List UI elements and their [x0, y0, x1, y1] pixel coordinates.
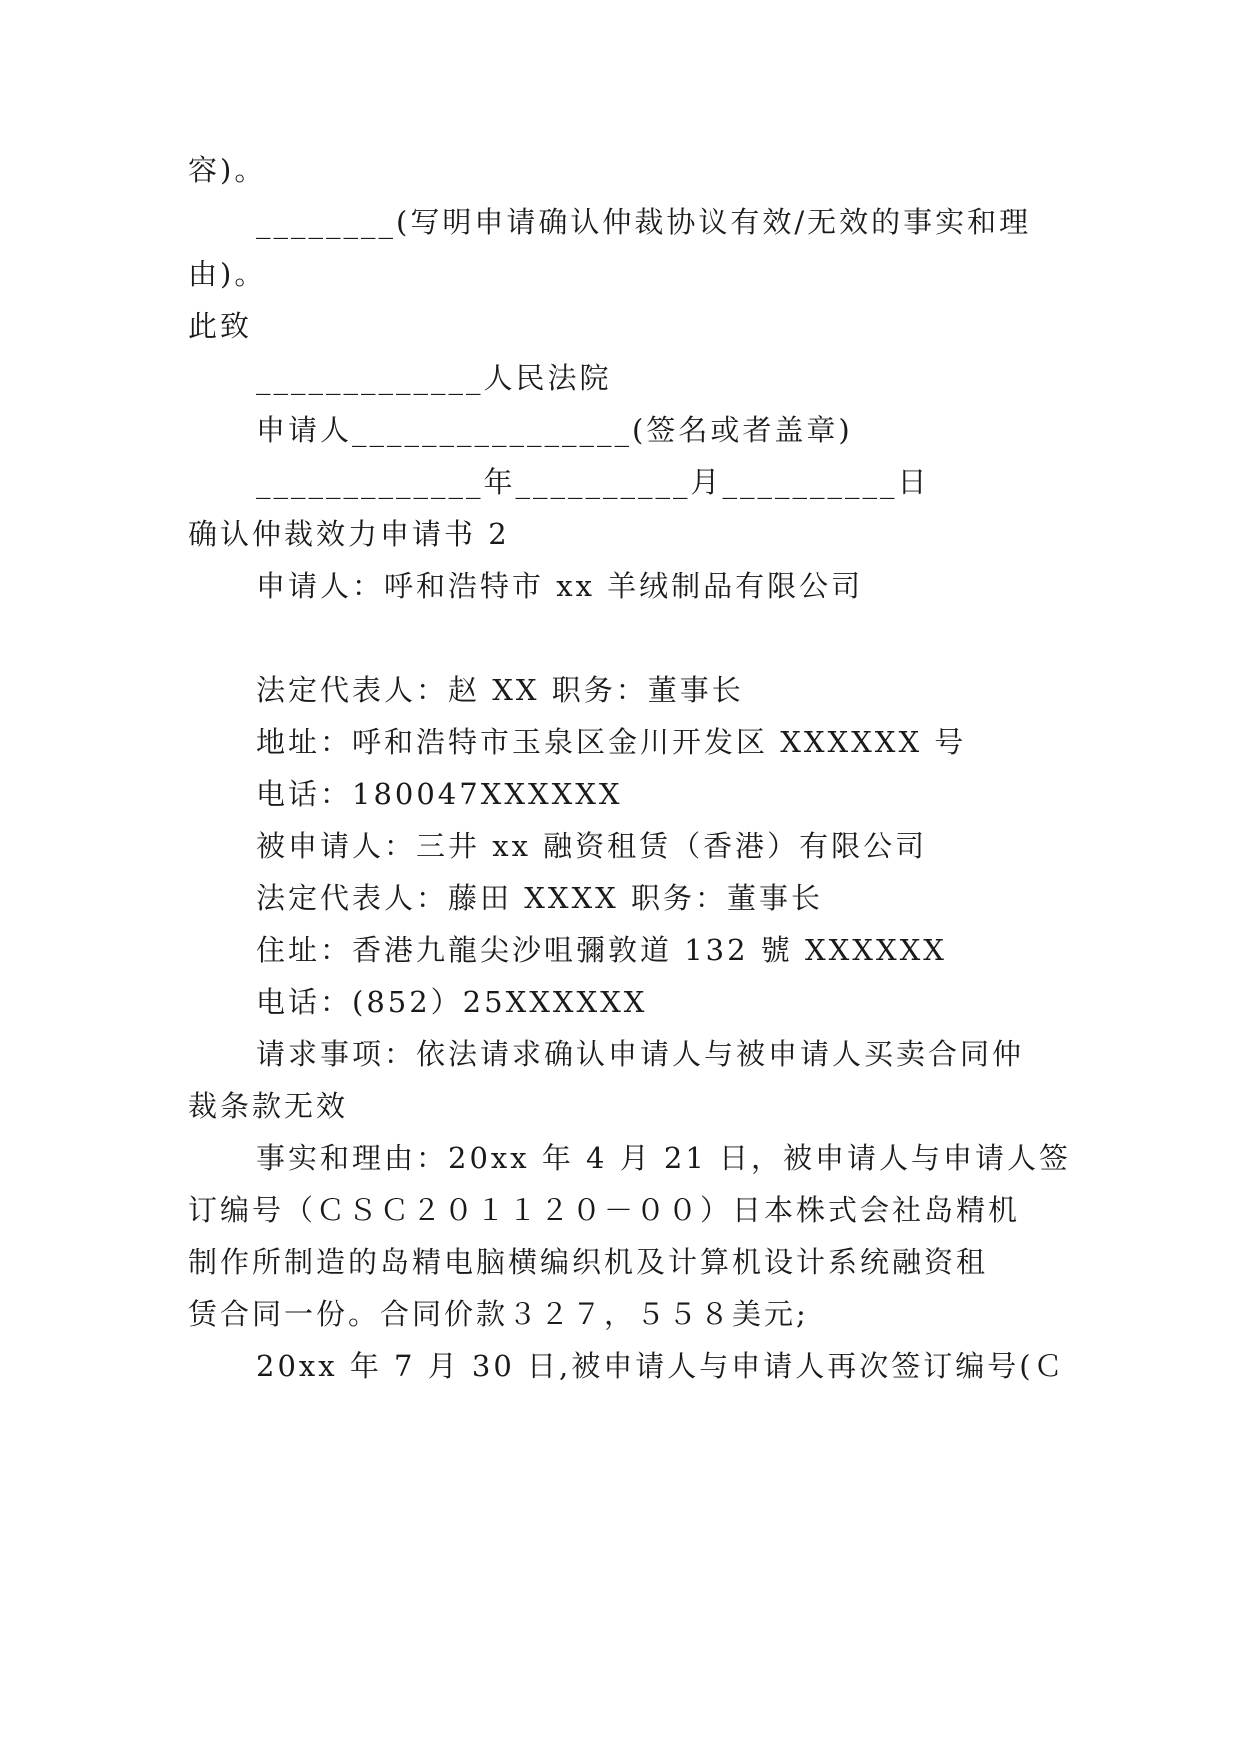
- text-line: 容)。: [188, 153, 267, 187]
- text-line: 法定代表人：赵 XX 职务：董事长: [256, 673, 744, 707]
- text-line: 由)。: [188, 257, 267, 291]
- text-line: 请求事项：依法请求确认申请人与被申请人买卖合同仲: [256, 1037, 1025, 1071]
- text-line: 订编号（ＣＳＣ２０１１２０－００）日本株式会社岛精机: [188, 1193, 1021, 1227]
- text-line: 电话：(852）25XXXXXX: [256, 985, 648, 1019]
- text-line: 裁条款无效: [188, 1089, 349, 1123]
- text-line: 制作所制造的岛精电脑横编织机及计算机设计系统融资租: [188, 1245, 989, 1279]
- text-line: 20xx 年 7 月 30 日,被申请人与申请人再次签订编号(Ｃ: [256, 1349, 1066, 1383]
- signature-line: 申请人________________(签名或者盖章): [256, 413, 853, 447]
- date-line: _____________年__________月__________日: [256, 465, 930, 499]
- section-title: 确认仲裁效力申请书 2: [188, 517, 510, 551]
- text-line: 赁合同一份。合同价款３２７，５５８美元;: [188, 1297, 809, 1331]
- text-line: ________(写明申请确认仲裁协议有效/无效的事实和理: [256, 205, 1032, 239]
- text-line: 法定代表人：藤田 XXXX 职务：董事长: [256, 881, 824, 915]
- text-line: 地址：呼和浩特市玉泉区金川开发区 XXXXXX 号: [256, 725, 967, 759]
- salutation: 此致: [188, 309, 253, 343]
- court-line: _____________人民法院: [256, 361, 612, 395]
- text-line: 被申请人：三井 xx 融资租赁（香港）有限公司: [256, 829, 928, 863]
- text-line: 住址：香港九龍尖沙咀彌敦道 132 號 XXXXXX: [256, 933, 947, 967]
- text-line: 事实和理由：20xx 年 4 月 21 日，被申请人与申请人签: [256, 1141, 1072, 1175]
- text-line: 申请人：呼和浩特市 xx 羊绒制品有限公司: [256, 569, 864, 603]
- text-line: 电话：180047XXXXXX: [256, 777, 623, 811]
